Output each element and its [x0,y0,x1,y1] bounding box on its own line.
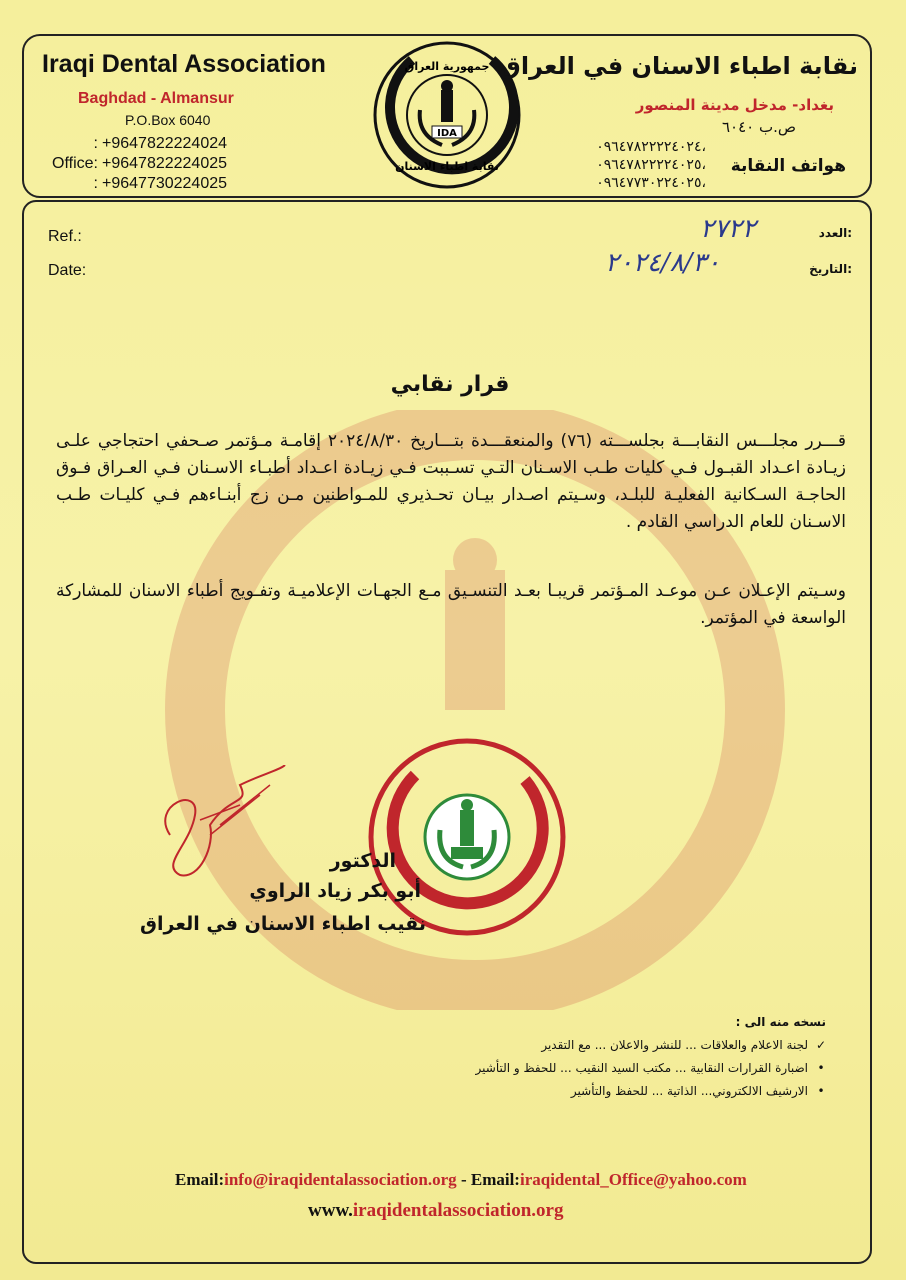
phone-row [42,134,227,154]
separator: - [456,1170,471,1189]
handwritten-signature [140,765,300,885]
email-link-office[interactable]: iraqidental_Office@yahoo.com [519,1170,747,1189]
body-frame [22,200,872,1264]
logo-text-bottom: نقابة اطباء الاسنان [395,160,499,173]
bullet-icon: • [817,1084,825,1098]
phone-label: Office: [52,155,98,172]
copy-recipient: لجنة الاعلام والعلاقات ... للنشر والاعلان ... مع التقدير [541,1038,808,1052]
bullet-icon: • [817,1061,825,1075]
email-label: Email: [470,1170,520,1189]
phone-number: +9647822224024 [102,135,228,152]
document-date: ٢٠٢٤/٨/٣٠ [605,248,721,278]
signatory-title: الدكتور [329,850,396,872]
phone-row [42,174,227,194]
logo-text-top: جمهورية العراق [404,60,490,73]
phone-number-ar: ٠٩٦٤٧٨٢٢٢٢٤٠٢٥، [596,157,706,173]
logo-abbr: IDA [437,128,457,139]
copy-recipient: الارشيف الالكتروني... الذاتية ... للحفظ والتأشير [570,1084,808,1098]
email-label: Email: [175,1170,225,1189]
phone-row [42,154,227,174]
website-link[interactable]: iraqidentalassociation.org [352,1200,564,1221]
org-name-ar: نقابة اطباء الاسنان في العراق [499,52,858,80]
paragraph-decision: قـــرر مجلـــس النقابـــة بجلســـته (٧٦) والمنعقـــدة بتـــاريخ ٢٠٢٤/٨/٣٠ إقامـة مـؤتمر صـحفي احتجاجي علـى زيـادة اعـداد القبـول فـي كليات طـب الاسـنان التـي تسـببت فـي زيـادة اعـداد أطبـاء الاسـنان فـي العـراق فـوق الحاجـة السـكانية الفعليـة للبلـد، وسـيتم اصـدار بيـان تحـذيري للمـواطنين مـن زج أبنـاءهم فـي كليـات طـب الاسـنان للعام الدراسي القادم . [56,431,846,532]
web-prefix: www. [308,1200,353,1221]
signatory-name: أبو بكر زياد الراوي [249,880,421,902]
date-label-ar: التاريخ: [809,262,852,276]
copies-heading: نسخه منه الى : [735,1015,826,1029]
phone-label: : [93,135,98,152]
footer-emails [175,1170,747,1190]
phone-number: +9647822224025 [102,155,228,172]
check-icon: ✓ [815,1038,827,1052]
document-heading: قرار نقابي [390,372,510,397]
phone-number-ar: ٠٩٦٤٧٨٢٢٢٢٤٠٢٤، [596,139,706,155]
pobox-ar: ص.ب ٦٠٤٠ [721,118,796,136]
ref-number: ٢٧٢٢ [700,214,756,244]
list-item [476,1057,828,1080]
city-ar: بغداد- مدخل مدينة المنصور [635,96,834,114]
footer-website[interactable] [308,1200,563,1222]
org-name-en: Iraqi Dental Association [42,50,326,78]
paragraph-announcement: وسـيتم الإعـلان عـن موعـد المـؤتمر قريبـا بعـد التنسـيق مـع الجهـات الإعلاميـة وتفـويج أطباء الاسنان للمشاركة الواسعة في المؤتمر. [56,581,846,628]
phone-list-en [42,134,227,194]
email-link-info[interactable]: info@iraqidentalassociation.org [224,1170,457,1189]
phone-label: : [93,175,98,192]
phone-number: +9647730224025 [102,175,228,192]
ref-label: Ref.: [48,228,82,245]
ref-label-ar: العدد: [818,226,852,240]
date-label: Date: [48,262,87,279]
official-stamp [365,735,570,940]
phones-label-ar: هواتف النقابة [730,156,846,176]
city-en: Baghdad - Almansur [78,90,234,107]
phone-list-ar [596,138,706,192]
list-item [476,1034,828,1057]
copy-recipient: اضبارة القرارات النقابية ... مكتب السيد النقيب ... للحفظ و التأشير [475,1061,808,1075]
phone-number-ar: ٠٩٦٤٧٧٣٠٢٢٤٠٢٥، [596,175,706,191]
pobox-en: P.O.Box 6040 [125,112,211,128]
signatory-position: نقيب اطباء الاسنان في العراق [140,913,426,935]
list-item [476,1080,828,1103]
copies-list [476,1034,828,1103]
